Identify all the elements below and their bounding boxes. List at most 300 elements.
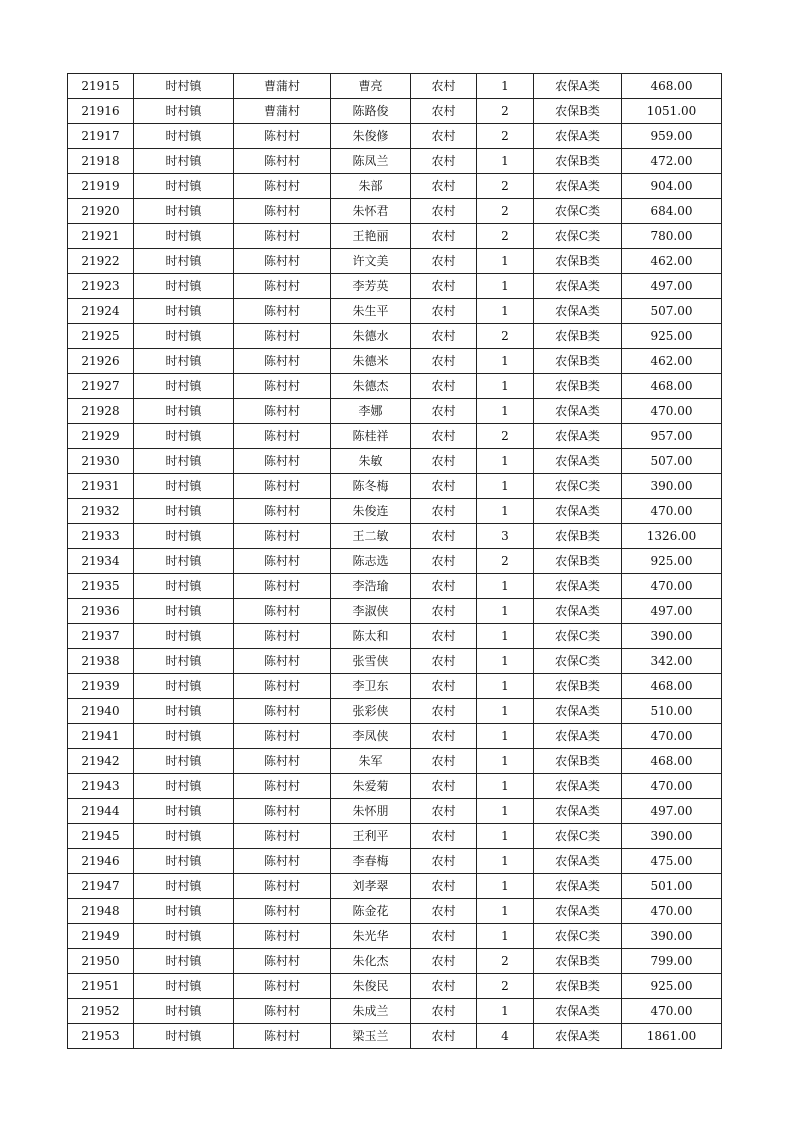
household-size-cell: 1 [477, 649, 534, 674]
amount-cell: 470.00 [622, 899, 722, 924]
town-cell: 时村镇 [134, 624, 234, 649]
household-size-cell: 1 [477, 249, 534, 274]
town-cell: 时村镇 [134, 799, 234, 824]
table-row [68, 999, 722, 1024]
name-cell: 朱军 [331, 749, 411, 774]
record-id-cell: 21939 [68, 674, 134, 699]
table-row [68, 774, 722, 799]
household-size-cell: 1 [477, 624, 534, 649]
area-type-cell: 农村 [411, 724, 477, 749]
amount-cell: 799.00 [622, 949, 722, 974]
village-cell: 陈村村 [234, 274, 331, 299]
insurance-class-cell: 农保B类 [534, 974, 622, 999]
amount-cell: 507.00 [622, 299, 722, 324]
record-id-cell: 21921 [68, 224, 134, 249]
table-row [68, 674, 722, 699]
village-cell: 陈村村 [234, 224, 331, 249]
area-type-cell: 农村 [411, 274, 477, 299]
name-cell: 朱爱菊 [331, 774, 411, 799]
record-id-cell: 21946 [68, 849, 134, 874]
amount-cell: 468.00 [622, 374, 722, 399]
village-cell: 陈村村 [234, 424, 331, 449]
village-cell: 陈村村 [234, 699, 331, 724]
amount-cell: 470.00 [622, 399, 722, 424]
area-type-cell: 农村 [411, 74, 477, 99]
table-row [68, 174, 722, 199]
town-cell: 时村镇 [134, 549, 234, 574]
household-size-cell: 2 [477, 974, 534, 999]
name-cell: 刘孝翠 [331, 874, 411, 899]
town-cell: 时村镇 [134, 574, 234, 599]
amount-cell: 497.00 [622, 274, 722, 299]
household-size-cell: 1 [477, 699, 534, 724]
area-type-cell: 农村 [411, 399, 477, 424]
insurance-class-cell: 农保C类 [534, 474, 622, 499]
village-cell: 陈村村 [234, 1024, 331, 1049]
record-id-cell: 21942 [68, 749, 134, 774]
village-cell: 陈村村 [234, 899, 331, 924]
town-cell: 时村镇 [134, 724, 234, 749]
household-size-cell: 1 [477, 374, 534, 399]
table-row [68, 399, 722, 424]
town-cell: 时村镇 [134, 199, 234, 224]
town-cell: 时村镇 [134, 474, 234, 499]
record-id-cell: 21944 [68, 799, 134, 824]
insurance-class-cell: 农保A类 [534, 449, 622, 474]
town-cell: 时村镇 [134, 274, 234, 299]
household-size-cell: 1 [477, 149, 534, 174]
record-id-cell: 21915 [68, 74, 134, 99]
name-cell: 朱成兰 [331, 999, 411, 1024]
area-type-cell: 农村 [411, 224, 477, 249]
name-cell: 张雪侠 [331, 649, 411, 674]
village-cell: 陈村村 [234, 349, 331, 374]
insurance-class-cell: 农保A类 [534, 1024, 622, 1049]
town-cell: 时村镇 [134, 999, 234, 1024]
record-id-cell: 21933 [68, 524, 134, 549]
household-size-cell: 1 [477, 674, 534, 699]
insurance-class-cell: 农保B类 [534, 749, 622, 774]
town-cell: 时村镇 [134, 674, 234, 699]
table-row [68, 499, 722, 524]
household-size-cell: 1 [477, 899, 534, 924]
household-size-cell: 1 [477, 774, 534, 799]
table-row [68, 574, 722, 599]
insurance-class-cell: 农保A类 [534, 799, 622, 824]
name-cell: 朱德水 [331, 324, 411, 349]
insurance-class-cell: 农保B类 [534, 549, 622, 574]
town-cell: 时村镇 [134, 974, 234, 999]
insurance-class-cell: 农保C类 [534, 924, 622, 949]
village-cell: 陈村村 [234, 799, 331, 824]
name-cell: 李娜 [331, 399, 411, 424]
insurance-class-cell: 农保A类 [534, 774, 622, 799]
household-size-cell: 1 [477, 824, 534, 849]
record-id-cell: 21936 [68, 599, 134, 624]
household-size-cell: 1 [477, 924, 534, 949]
amount-cell: 1326.00 [622, 524, 722, 549]
area-type-cell: 农村 [411, 199, 477, 224]
record-id-cell: 21938 [68, 649, 134, 674]
amount-cell: 462.00 [622, 349, 722, 374]
name-cell: 曹亮 [331, 74, 411, 99]
amount-cell: 959.00 [622, 124, 722, 149]
record-id-cell: 21943 [68, 774, 134, 799]
table-row [68, 874, 722, 899]
table-row [68, 474, 722, 499]
table-row [68, 624, 722, 649]
table-row [68, 74, 722, 99]
table-row [68, 749, 722, 774]
area-type-cell: 农村 [411, 549, 477, 574]
record-id-cell: 21927 [68, 374, 134, 399]
amount-cell: 462.00 [622, 249, 722, 274]
record-id-cell: 21940 [68, 699, 134, 724]
name-cell: 陈桂祥 [331, 424, 411, 449]
village-cell: 陈村村 [234, 299, 331, 324]
insurance-class-cell: 农保B类 [534, 949, 622, 974]
amount-cell: 390.00 [622, 474, 722, 499]
town-cell: 时村镇 [134, 374, 234, 399]
town-cell: 时村镇 [134, 174, 234, 199]
amount-cell: 390.00 [622, 924, 722, 949]
record-id-cell: 21949 [68, 924, 134, 949]
village-cell: 陈村村 [234, 599, 331, 624]
village-cell: 陈村村 [234, 824, 331, 849]
table-row [68, 249, 722, 274]
household-size-cell: 2 [477, 174, 534, 199]
record-id-cell: 21928 [68, 399, 134, 424]
name-cell: 李淑侠 [331, 599, 411, 624]
table-row [68, 974, 722, 999]
insurance-class-cell: 农保A类 [534, 124, 622, 149]
table-row [68, 924, 722, 949]
record-id-cell: 21953 [68, 1024, 134, 1049]
town-cell: 时村镇 [134, 149, 234, 174]
town-cell: 时村镇 [134, 874, 234, 899]
table-row [68, 349, 722, 374]
name-cell: 朱德米 [331, 349, 411, 374]
name-cell: 朱敏 [331, 449, 411, 474]
area-type-cell: 农村 [411, 499, 477, 524]
household-size-cell: 1 [477, 724, 534, 749]
household-size-cell: 1 [477, 349, 534, 374]
household-size-cell: 3 [477, 524, 534, 549]
amount-cell: 470.00 [622, 999, 722, 1024]
table-row [68, 224, 722, 249]
village-cell: 陈村村 [234, 624, 331, 649]
insurance-class-cell: 农保B类 [534, 349, 622, 374]
table-row [68, 699, 722, 724]
village-cell: 陈村村 [234, 174, 331, 199]
insurance-class-cell: 农保A类 [534, 724, 622, 749]
area-type-cell: 农村 [411, 774, 477, 799]
amount-cell: 497.00 [622, 799, 722, 824]
area-type-cell: 农村 [411, 999, 477, 1024]
town-cell: 时村镇 [134, 399, 234, 424]
amount-cell: 468.00 [622, 674, 722, 699]
insurance-class-cell: 农保C类 [534, 224, 622, 249]
area-type-cell: 农村 [411, 824, 477, 849]
area-type-cell: 农村 [411, 674, 477, 699]
amount-cell: 1051.00 [622, 99, 722, 124]
area-type-cell: 农村 [411, 249, 477, 274]
record-id-cell: 21937 [68, 624, 134, 649]
area-type-cell: 农村 [411, 649, 477, 674]
name-cell: 李浩瑜 [331, 574, 411, 599]
town-cell: 时村镇 [134, 849, 234, 874]
household-size-cell: 4 [477, 1024, 534, 1049]
name-cell: 王利平 [331, 824, 411, 849]
name-cell: 梁玉兰 [331, 1024, 411, 1049]
name-cell: 王艳丽 [331, 224, 411, 249]
town-cell: 时村镇 [134, 299, 234, 324]
town-cell: 时村镇 [134, 824, 234, 849]
name-cell: 朱德杰 [331, 374, 411, 399]
area-type-cell: 农村 [411, 99, 477, 124]
name-cell: 朱俊民 [331, 974, 411, 999]
area-type-cell: 农村 [411, 874, 477, 899]
town-cell: 时村镇 [134, 74, 234, 99]
town-cell: 时村镇 [134, 449, 234, 474]
amount-cell: 475.00 [622, 849, 722, 874]
insurance-class-cell: 农保B类 [534, 374, 622, 399]
table-row [68, 199, 722, 224]
name-cell: 李卫东 [331, 674, 411, 699]
village-cell: 曹蒲村 [234, 99, 331, 124]
insurance-class-cell: 农保A类 [534, 499, 622, 524]
insurance-class-cell: 农保A类 [534, 699, 622, 724]
record-id-cell: 21935 [68, 574, 134, 599]
village-cell: 陈村村 [234, 749, 331, 774]
insurance-class-cell: 农保B类 [534, 149, 622, 174]
area-type-cell: 农村 [411, 949, 477, 974]
amount-cell: 470.00 [622, 574, 722, 599]
table-row [68, 799, 722, 824]
table-row [68, 1024, 722, 1049]
amount-cell: 957.00 [622, 424, 722, 449]
roster-table [67, 73, 722, 1049]
name-cell: 陈冬梅 [331, 474, 411, 499]
village-cell: 陈村村 [234, 949, 331, 974]
insurance-class-cell: 农保C类 [534, 624, 622, 649]
record-id-cell: 21941 [68, 724, 134, 749]
insurance-class-cell: 农保C类 [534, 824, 622, 849]
name-cell: 朱怀朋 [331, 799, 411, 824]
record-id-cell: 21918 [68, 149, 134, 174]
amount-cell: 470.00 [622, 724, 722, 749]
village-cell: 陈村村 [234, 149, 331, 174]
household-size-cell: 2 [477, 199, 534, 224]
village-cell: 曹蒲村 [234, 74, 331, 99]
name-cell: 朱俊连 [331, 499, 411, 524]
area-type-cell: 农村 [411, 574, 477, 599]
town-cell: 时村镇 [134, 699, 234, 724]
table-row [68, 849, 722, 874]
household-size-cell: 1 [477, 499, 534, 524]
table-row [68, 424, 722, 449]
name-cell: 朱部 [331, 174, 411, 199]
area-type-cell: 农村 [411, 324, 477, 349]
insurance-class-cell: 农保A类 [534, 424, 622, 449]
area-type-cell: 农村 [411, 849, 477, 874]
table-row [68, 549, 722, 574]
area-type-cell: 农村 [411, 624, 477, 649]
household-size-cell: 1 [477, 474, 534, 499]
household-size-cell: 1 [477, 849, 534, 874]
record-id-cell: 21931 [68, 474, 134, 499]
town-cell: 时村镇 [134, 424, 234, 449]
household-size-cell: 1 [477, 449, 534, 474]
insurance-class-cell: 农保B类 [534, 99, 622, 124]
name-cell: 王二敏 [331, 524, 411, 549]
area-type-cell: 农村 [411, 699, 477, 724]
insurance-class-cell: 农保C类 [534, 199, 622, 224]
village-cell: 陈村村 [234, 849, 331, 874]
town-cell: 时村镇 [134, 124, 234, 149]
town-cell: 时村镇 [134, 524, 234, 549]
insurance-class-cell: 农保A类 [534, 174, 622, 199]
village-cell: 陈村村 [234, 324, 331, 349]
insurance-class-cell: 农保A类 [534, 599, 622, 624]
area-type-cell: 农村 [411, 599, 477, 624]
record-id-cell: 21948 [68, 899, 134, 924]
table-row [68, 649, 722, 674]
name-cell: 李春梅 [331, 849, 411, 874]
household-size-cell: 2 [477, 424, 534, 449]
area-type-cell: 农村 [411, 749, 477, 774]
name-cell: 许文美 [331, 249, 411, 274]
town-cell: 时村镇 [134, 924, 234, 949]
record-id-cell: 21926 [68, 349, 134, 374]
table-row [68, 599, 722, 624]
table-row [68, 449, 722, 474]
village-cell: 陈村村 [234, 774, 331, 799]
amount-cell: 468.00 [622, 749, 722, 774]
village-cell: 陈村村 [234, 874, 331, 899]
insurance-class-cell: 农保B类 [534, 524, 622, 549]
record-id-cell: 21945 [68, 824, 134, 849]
insurance-class-cell: 农保B类 [534, 249, 622, 274]
insurance-class-cell: 农保B类 [534, 324, 622, 349]
village-cell: 陈村村 [234, 574, 331, 599]
amount-cell: 780.00 [622, 224, 722, 249]
area-type-cell: 农村 [411, 449, 477, 474]
name-cell: 陈凤兰 [331, 149, 411, 174]
table-row [68, 824, 722, 849]
town-cell: 时村镇 [134, 324, 234, 349]
village-cell: 陈村村 [234, 724, 331, 749]
table-row [68, 99, 722, 124]
amount-cell: 925.00 [622, 974, 722, 999]
village-cell: 陈村村 [234, 649, 331, 674]
town-cell: 时村镇 [134, 649, 234, 674]
household-size-cell: 1 [477, 799, 534, 824]
name-cell: 李芳英 [331, 274, 411, 299]
amount-cell: 507.00 [622, 449, 722, 474]
name-cell: 朱生平 [331, 299, 411, 324]
household-size-cell: 1 [477, 274, 534, 299]
name-cell: 陈路俊 [331, 99, 411, 124]
name-cell: 朱俊修 [331, 124, 411, 149]
town-cell: 时村镇 [134, 224, 234, 249]
household-size-cell: 2 [477, 224, 534, 249]
village-cell: 陈村村 [234, 999, 331, 1024]
insurance-class-cell: 农保A类 [534, 399, 622, 424]
amount-cell: 497.00 [622, 599, 722, 624]
amount-cell: 468.00 [622, 74, 722, 99]
household-size-cell: 2 [477, 99, 534, 124]
town-cell: 时村镇 [134, 499, 234, 524]
record-id-cell: 21925 [68, 324, 134, 349]
table-row [68, 124, 722, 149]
area-type-cell: 农村 [411, 424, 477, 449]
record-id-cell: 21922 [68, 249, 134, 274]
insurance-class-cell: 农保A类 [534, 274, 622, 299]
area-type-cell: 农村 [411, 799, 477, 824]
amount-cell: 342.00 [622, 649, 722, 674]
table-row [68, 724, 722, 749]
town-cell: 时村镇 [134, 249, 234, 274]
insurance-class-cell: 农保B类 [534, 674, 622, 699]
village-cell: 陈村村 [234, 924, 331, 949]
amount-cell: 470.00 [622, 499, 722, 524]
table-row [68, 899, 722, 924]
amount-cell: 470.00 [622, 774, 722, 799]
insurance-class-cell: 农保A类 [534, 999, 622, 1024]
village-cell: 陈村村 [234, 674, 331, 699]
area-type-cell: 农村 [411, 474, 477, 499]
insurance-class-cell: 农保A类 [534, 299, 622, 324]
amount-cell: 501.00 [622, 874, 722, 899]
village-cell: 陈村村 [234, 524, 331, 549]
name-cell: 陈金花 [331, 899, 411, 924]
town-cell: 时村镇 [134, 99, 234, 124]
amount-cell: 472.00 [622, 149, 722, 174]
insurance-class-cell: 农保A类 [534, 74, 622, 99]
table-row [68, 274, 722, 299]
village-cell: 陈村村 [234, 399, 331, 424]
name-cell: 朱光华 [331, 924, 411, 949]
record-id-cell: 21934 [68, 549, 134, 574]
table-row [68, 524, 722, 549]
amount-cell: 925.00 [622, 324, 722, 349]
name-cell: 张彩侠 [331, 699, 411, 724]
household-size-cell: 1 [477, 874, 534, 899]
area-type-cell: 农村 [411, 149, 477, 174]
amount-cell: 390.00 [622, 624, 722, 649]
area-type-cell: 农村 [411, 1024, 477, 1049]
insurance-class-cell: 农保A类 [534, 874, 622, 899]
area-type-cell: 农村 [411, 174, 477, 199]
table-row [68, 324, 722, 349]
village-cell: 陈村村 [234, 374, 331, 399]
table-row [68, 149, 722, 174]
household-size-cell: 2 [477, 124, 534, 149]
household-size-cell: 2 [477, 949, 534, 974]
insurance-class-cell: 农保A类 [534, 574, 622, 599]
town-cell: 时村镇 [134, 349, 234, 374]
name-cell: 陈志选 [331, 549, 411, 574]
table-row [68, 949, 722, 974]
household-size-cell: 1 [477, 999, 534, 1024]
village-cell: 陈村村 [234, 199, 331, 224]
village-cell: 陈村村 [234, 549, 331, 574]
village-cell: 陈村村 [234, 449, 331, 474]
table-row [68, 374, 722, 399]
household-size-cell: 2 [477, 549, 534, 574]
village-cell: 陈村村 [234, 124, 331, 149]
